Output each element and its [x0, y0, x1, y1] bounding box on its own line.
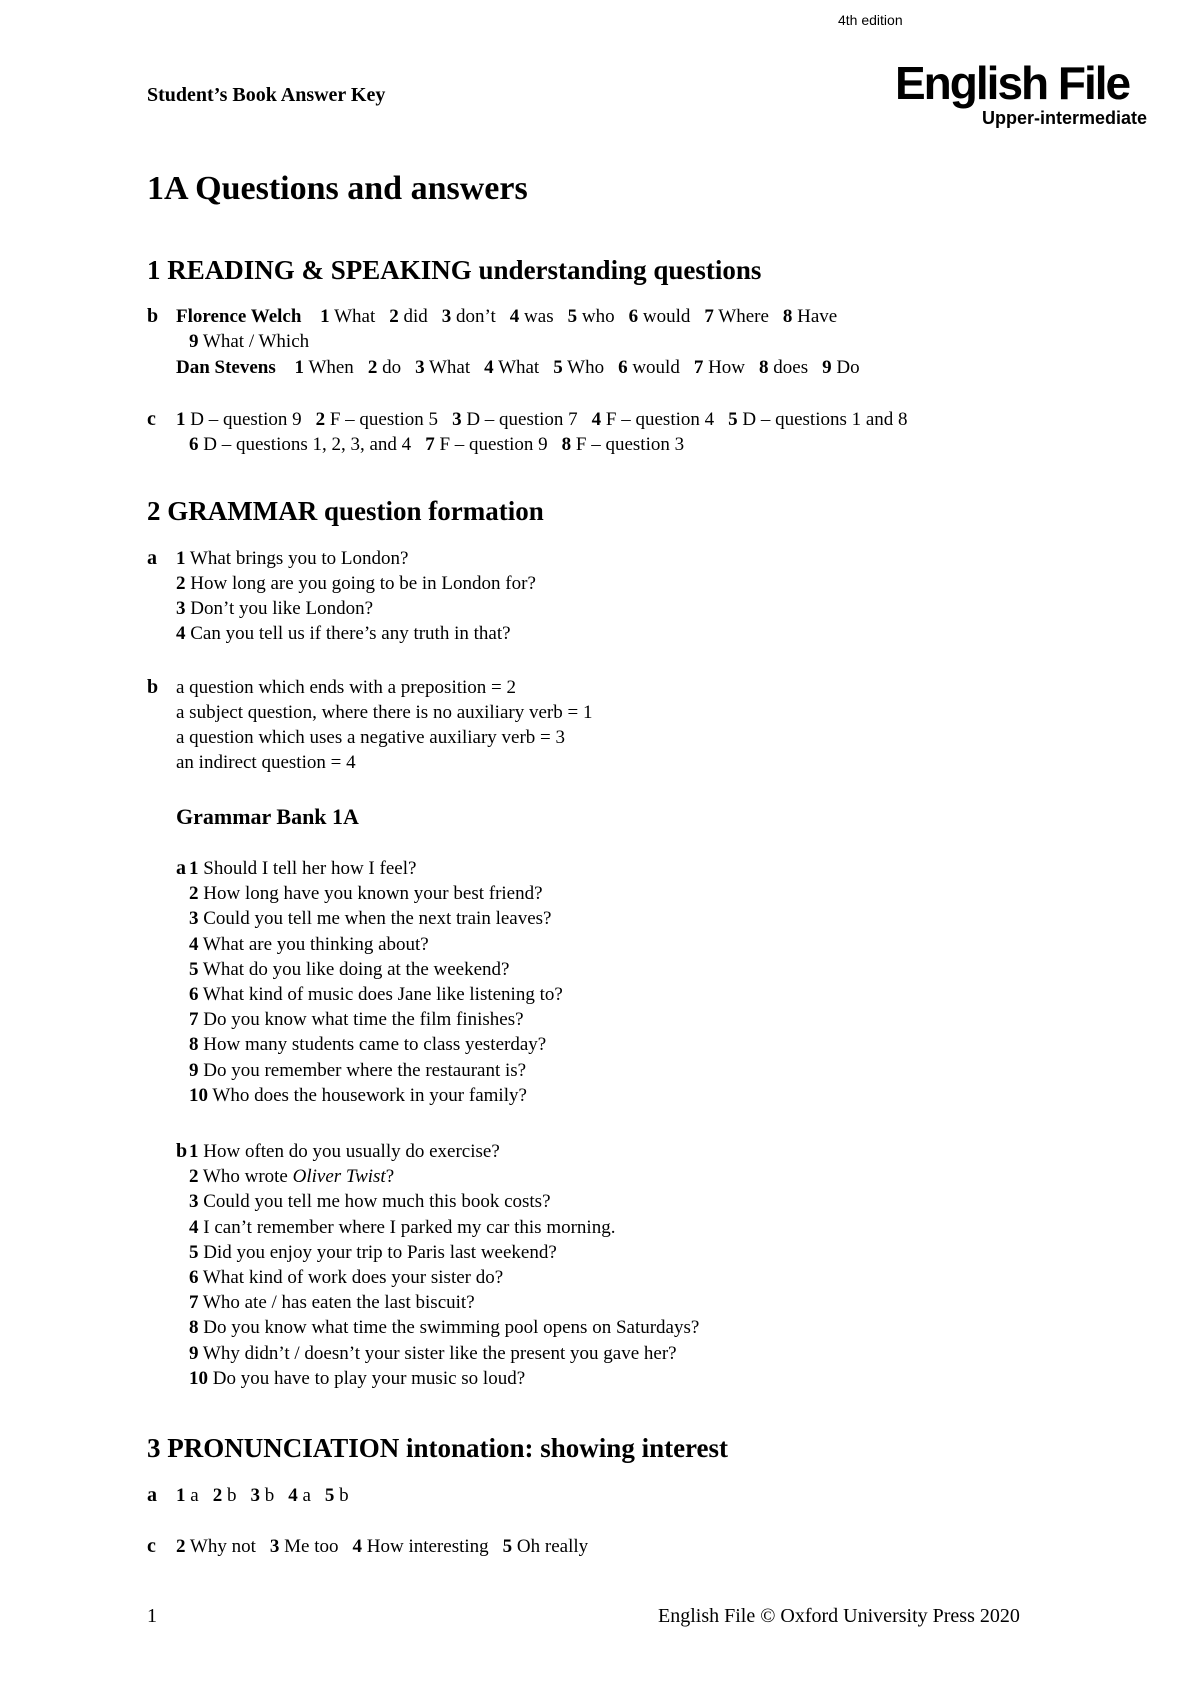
item-text: a question which ends with a preposition = 2	[176, 677, 516, 698]
list-item	[189, 934, 563, 959]
document-type: Student’s Book Answer Key	[147, 84, 386, 106]
answer-number: 6	[618, 357, 628, 378]
list-item	[189, 959, 563, 984]
item-number: 10	[189, 1367, 208, 1389]
item-number: 4	[189, 933, 199, 955]
answer-number: 7	[425, 434, 435, 455]
answer-text: don’t	[456, 306, 496, 327]
list-item	[189, 908, 563, 933]
answer-item	[189, 434, 411, 455]
answer-number: 4	[484, 357, 494, 378]
item-label-2b: b	[147, 676, 159, 698]
answer-item	[704, 306, 769, 327]
answer-text: F – question 3	[575, 434, 685, 455]
item-number: 5	[189, 1241, 199, 1263]
answer-number: 6	[628, 306, 639, 327]
section-heading-grammar: 2 GRAMMAR question formation	[147, 496, 544, 526]
answer-text: What	[498, 357, 540, 378]
answer-item	[759, 357, 808, 378]
answer-text: D – questions 1 and 8	[742, 409, 908, 430]
answer-number: 4	[288, 1485, 298, 1506]
answers-3a	[176, 1485, 349, 1507]
answer-number: 7	[693, 357, 704, 378]
answer-item	[389, 306, 428, 327]
answer-item	[503, 1536, 588, 1557]
answer-text: was	[524, 306, 554, 327]
item-number: 4	[176, 623, 186, 644]
answer-item	[484, 357, 539, 378]
list-item	[176, 623, 536, 648]
answer-item	[562, 434, 684, 455]
item-number: 1	[176, 548, 186, 569]
answer-text: Why not	[189, 1536, 256, 1557]
answer-item	[325, 1485, 349, 1506]
answer-text: b	[226, 1485, 237, 1506]
answer-number: 2	[367, 357, 378, 378]
answer-number: 3	[441, 306, 452, 327]
list-item	[189, 1166, 699, 1191]
item-text: How long are you going to be in London for?	[190, 573, 536, 594]
answer-text: D – question 9	[190, 409, 302, 430]
item-text: How often do you usually do exercise?	[203, 1141, 500, 1162]
list-item	[189, 1343, 699, 1368]
answer-text: Who	[567, 357, 605, 378]
answers-1c-line1	[176, 409, 908, 431]
item-number: 9	[189, 1342, 199, 1364]
answer-number: 1	[294, 357, 305, 378]
answer-item	[553, 357, 604, 378]
answer-item	[270, 1536, 339, 1557]
answer-text: who	[581, 306, 615, 327]
answer-item	[568, 306, 615, 327]
item-label-3c: c	[147, 1535, 156, 1557]
answer-item	[176, 409, 302, 430]
grammar-b-list	[176, 677, 592, 777]
list-item	[189, 1242, 699, 1267]
answer-text: Do	[836, 357, 860, 378]
answer-item	[442, 306, 496, 327]
answer-number: 3	[250, 1485, 260, 1506]
item-text: What kind of music does Jane like listening to?	[202, 983, 563, 1005]
answer-text: Oh really	[516, 1536, 589, 1557]
item-label-bank-a: a	[176, 857, 186, 879]
item-number: 2	[176, 573, 186, 594]
list-item	[189, 984, 563, 1009]
answer-number: 2	[212, 1485, 223, 1506]
answer-item	[250, 1485, 274, 1506]
answer-text: a	[302, 1485, 311, 1506]
page-title: 1A Questions and answers	[147, 170, 528, 207]
answer-text: would	[632, 357, 680, 378]
answer-number: 8	[759, 357, 769, 378]
answer-text: How	[708, 357, 746, 378]
answer-text: F – question 9	[439, 434, 548, 455]
answer-number: 4	[352, 1536, 362, 1557]
list-item	[176, 752, 592, 777]
dan-answer-list	[295, 357, 860, 378]
answer-item	[288, 1485, 311, 1506]
edition-label: 4th edition	[838, 12, 903, 28]
english-file-logo	[895, 57, 1148, 129]
item-text: Do you remember where the restaurant is?	[203, 1059, 527, 1081]
logo-level: Upper-intermediate	[982, 108, 1148, 128]
item-text: What kind of work does your sister do?	[202, 1266, 504, 1288]
list-item	[189, 1141, 699, 1166]
answer-item	[415, 357, 470, 378]
answers-1c-line2	[189, 434, 684, 456]
item-number: 8	[189, 1317, 199, 1339]
item-text: a subject question, where there is no auxiliary verb = 1	[176, 702, 593, 723]
answer-text: do	[382, 357, 402, 378]
item-text: Should I tell her how I feel?	[203, 858, 417, 879]
list-item	[189, 1009, 563, 1034]
answer-item	[316, 409, 438, 430]
answer-item	[176, 1536, 256, 1557]
speaker-florence: Florence Welch	[176, 306, 302, 327]
answer-text: Me too	[284, 1536, 339, 1557]
answer-item	[694, 357, 745, 378]
item-text: an indirect question = 4	[176, 752, 356, 773]
answer-text: a	[190, 1485, 199, 1506]
answer-item	[510, 306, 554, 327]
item-number: 3	[176, 598, 186, 619]
answer-item	[592, 409, 714, 430]
answer-number: 5	[502, 1536, 513, 1557]
logo-brand: English File	[895, 57, 1130, 109]
answer-number: 1	[176, 1485, 186, 1506]
answer-number: 9	[822, 357, 832, 378]
list-item	[189, 1034, 563, 1059]
answer-number: 5	[553, 357, 563, 378]
item-number: 3	[189, 1191, 199, 1213]
answer-item	[176, 1485, 199, 1506]
answer-number: 3	[415, 357, 425, 378]
answer-item	[320, 306, 375, 327]
item-text: Did you enjoy your trip to Paris last weekend?	[203, 1241, 557, 1263]
answer-number: 9	[189, 331, 199, 352]
item-label-1c: c	[147, 408, 156, 430]
item-label-3a: a	[147, 1484, 157, 1506]
item-text: Can you tell us if there’s any truth in that?	[190, 623, 511, 644]
list-item	[189, 1267, 699, 1292]
item-text: a question which uses a negative auxiliary verb = 3	[176, 727, 566, 748]
grammar-a-list	[176, 548, 536, 648]
list-item	[189, 883, 563, 908]
item-text: Don’t you like London?	[190, 598, 374, 619]
item-text: Could you tell me how much this book costs?	[203, 1191, 551, 1213]
section-heading-reading: 1 READING & SPEAKING understanding questions	[147, 255, 762, 285]
item-text: What do you like doing at the weekend?	[202, 958, 510, 980]
list-item	[189, 1217, 699, 1242]
item-text: Do you know what time the swimming pool opens on Saturdays?	[203, 1317, 700, 1339]
grammar-bank-heading: Grammar Bank 1A	[176, 804, 359, 829]
answer-item	[629, 306, 691, 327]
item-text-tail: ?	[385, 1166, 395, 1188]
answer-text: does	[773, 357, 809, 378]
item-number: 6	[189, 1266, 199, 1288]
answer-number: 5	[324, 1485, 335, 1506]
grammar-bank-b-list	[189, 1141, 699, 1393]
item-number: 1	[189, 1141, 199, 1162]
speaker-dan: Dan Stevens	[176, 357, 276, 378]
answer-number: 2	[176, 1536, 186, 1557]
item-text: I can’t remember where I parked my car this morning.	[203, 1216, 616, 1238]
list-item	[189, 1292, 699, 1317]
item-label-bank-b: b	[176, 1140, 188, 1162]
answer-text: When	[308, 357, 354, 378]
answer-text: would	[642, 306, 691, 327]
answer-number: 1	[176, 409, 186, 430]
answer-number: 6	[189, 434, 199, 455]
item-text: Could you tell me when the next train leaves?	[203, 908, 552, 930]
florence-answer-list	[320, 306, 837, 327]
answer-number: 3	[269, 1536, 280, 1557]
item-number: 9	[189, 1059, 199, 1081]
answer-number: 8	[561, 434, 572, 455]
section-heading-pronunciation: 3 PRONUNCIATION intonation: showing interest	[147, 1433, 729, 1463]
list-item	[189, 858, 563, 883]
list-item	[176, 598, 536, 623]
list-item	[176, 677, 592, 702]
item-text: Do you know what time the film finishes?	[203, 1009, 524, 1031]
answer-item	[295, 357, 354, 378]
list-item	[189, 1191, 699, 1216]
item-number: 4	[189, 1216, 199, 1238]
list-item	[176, 573, 536, 598]
answer-number: 8	[782, 306, 793, 327]
item-number: 1	[189, 858, 199, 879]
answers-dan	[176, 357, 860, 379]
answer-text: Have	[797, 306, 838, 327]
list-item	[189, 1317, 699, 1342]
answer-item	[452, 409, 578, 430]
answer-text: What	[334, 306, 376, 327]
item-text: Who wrote	[202, 1166, 293, 1188]
answer-text: What / Which	[202, 331, 310, 352]
answer-text: F – question 5	[329, 409, 439, 430]
list-item	[176, 548, 536, 573]
answer-text: D – questions 1, 2, 3, and 4	[203, 434, 412, 455]
answer-item	[822, 357, 859, 378]
item-number: 7	[189, 1292, 199, 1314]
list-item	[189, 1368, 699, 1393]
answers-florence	[176, 306, 837, 328]
answer-number: 4	[509, 306, 520, 327]
answer-item	[353, 1536, 489, 1557]
answer-item	[783, 306, 837, 327]
item-title: Oliver Twist	[292, 1166, 386, 1188]
answer-text: How interesting	[366, 1536, 489, 1557]
item-number: 6	[189, 983, 199, 1005]
answer-number: 1	[320, 306, 330, 327]
list-item	[189, 1085, 563, 1110]
item-text: Do you have to play your music so loud?	[212, 1367, 526, 1389]
item-text: Who ate / has eaten the last biscuit?	[202, 1292, 475, 1314]
answer-item	[213, 1485, 237, 1506]
item-label-2a: a	[147, 547, 157, 569]
grammar-bank-a-list	[189, 858, 563, 1110]
answer-item	[728, 409, 907, 430]
item-number: 7	[189, 1009, 199, 1031]
answer-text: What	[428, 357, 471, 378]
item-text: How long have you known your best friend?	[203, 883, 543, 905]
answer-text: Where	[718, 306, 769, 327]
answer-item	[368, 357, 401, 378]
answer-text: did	[403, 306, 428, 327]
item-number: 5	[189, 958, 199, 980]
item-number: 10	[189, 1084, 208, 1106]
answers-3c	[176, 1536, 588, 1558]
answer-number: 2	[389, 306, 399, 327]
item-text: What brings you to London?	[189, 548, 409, 569]
item-number: 3	[189, 908, 199, 930]
item-text: How many students came to class yesterday?	[203, 1034, 547, 1056]
page-number: 1	[147, 1605, 157, 1627]
item-number: 8	[189, 1034, 199, 1056]
answer-number: 5	[567, 306, 578, 327]
answer-item	[618, 357, 680, 378]
item-text: Who does the housework in your family?	[212, 1084, 527, 1106]
list-item	[189, 1060, 563, 1085]
item-number: 2	[189, 883, 199, 905]
item-text: What are you thinking about?	[202, 933, 429, 955]
answers-florence-cont	[189, 331, 309, 353]
answer-number: 4	[591, 409, 602, 430]
answer-number: 7	[704, 306, 714, 327]
item-number: 2	[189, 1166, 199, 1188]
answer-item	[425, 434, 547, 455]
copyright: English File © Oxford University Press 2020	[658, 1605, 1020, 1627]
answer-text: D – question 7	[466, 409, 578, 430]
list-item	[176, 702, 592, 727]
item-text: Why didn’t / doesn’t your sister like the present you gave her?	[202, 1342, 677, 1364]
answer-text: b	[264, 1485, 275, 1506]
list-item	[176, 727, 592, 752]
answer-number: 2	[315, 409, 326, 430]
answer-text: b	[339, 1485, 349, 1506]
answer-number: 5	[728, 409, 738, 430]
answer-number: 3	[452, 409, 462, 430]
answer-text: F – question 4	[605, 409, 715, 430]
item-label-1b: b	[147, 305, 159, 327]
